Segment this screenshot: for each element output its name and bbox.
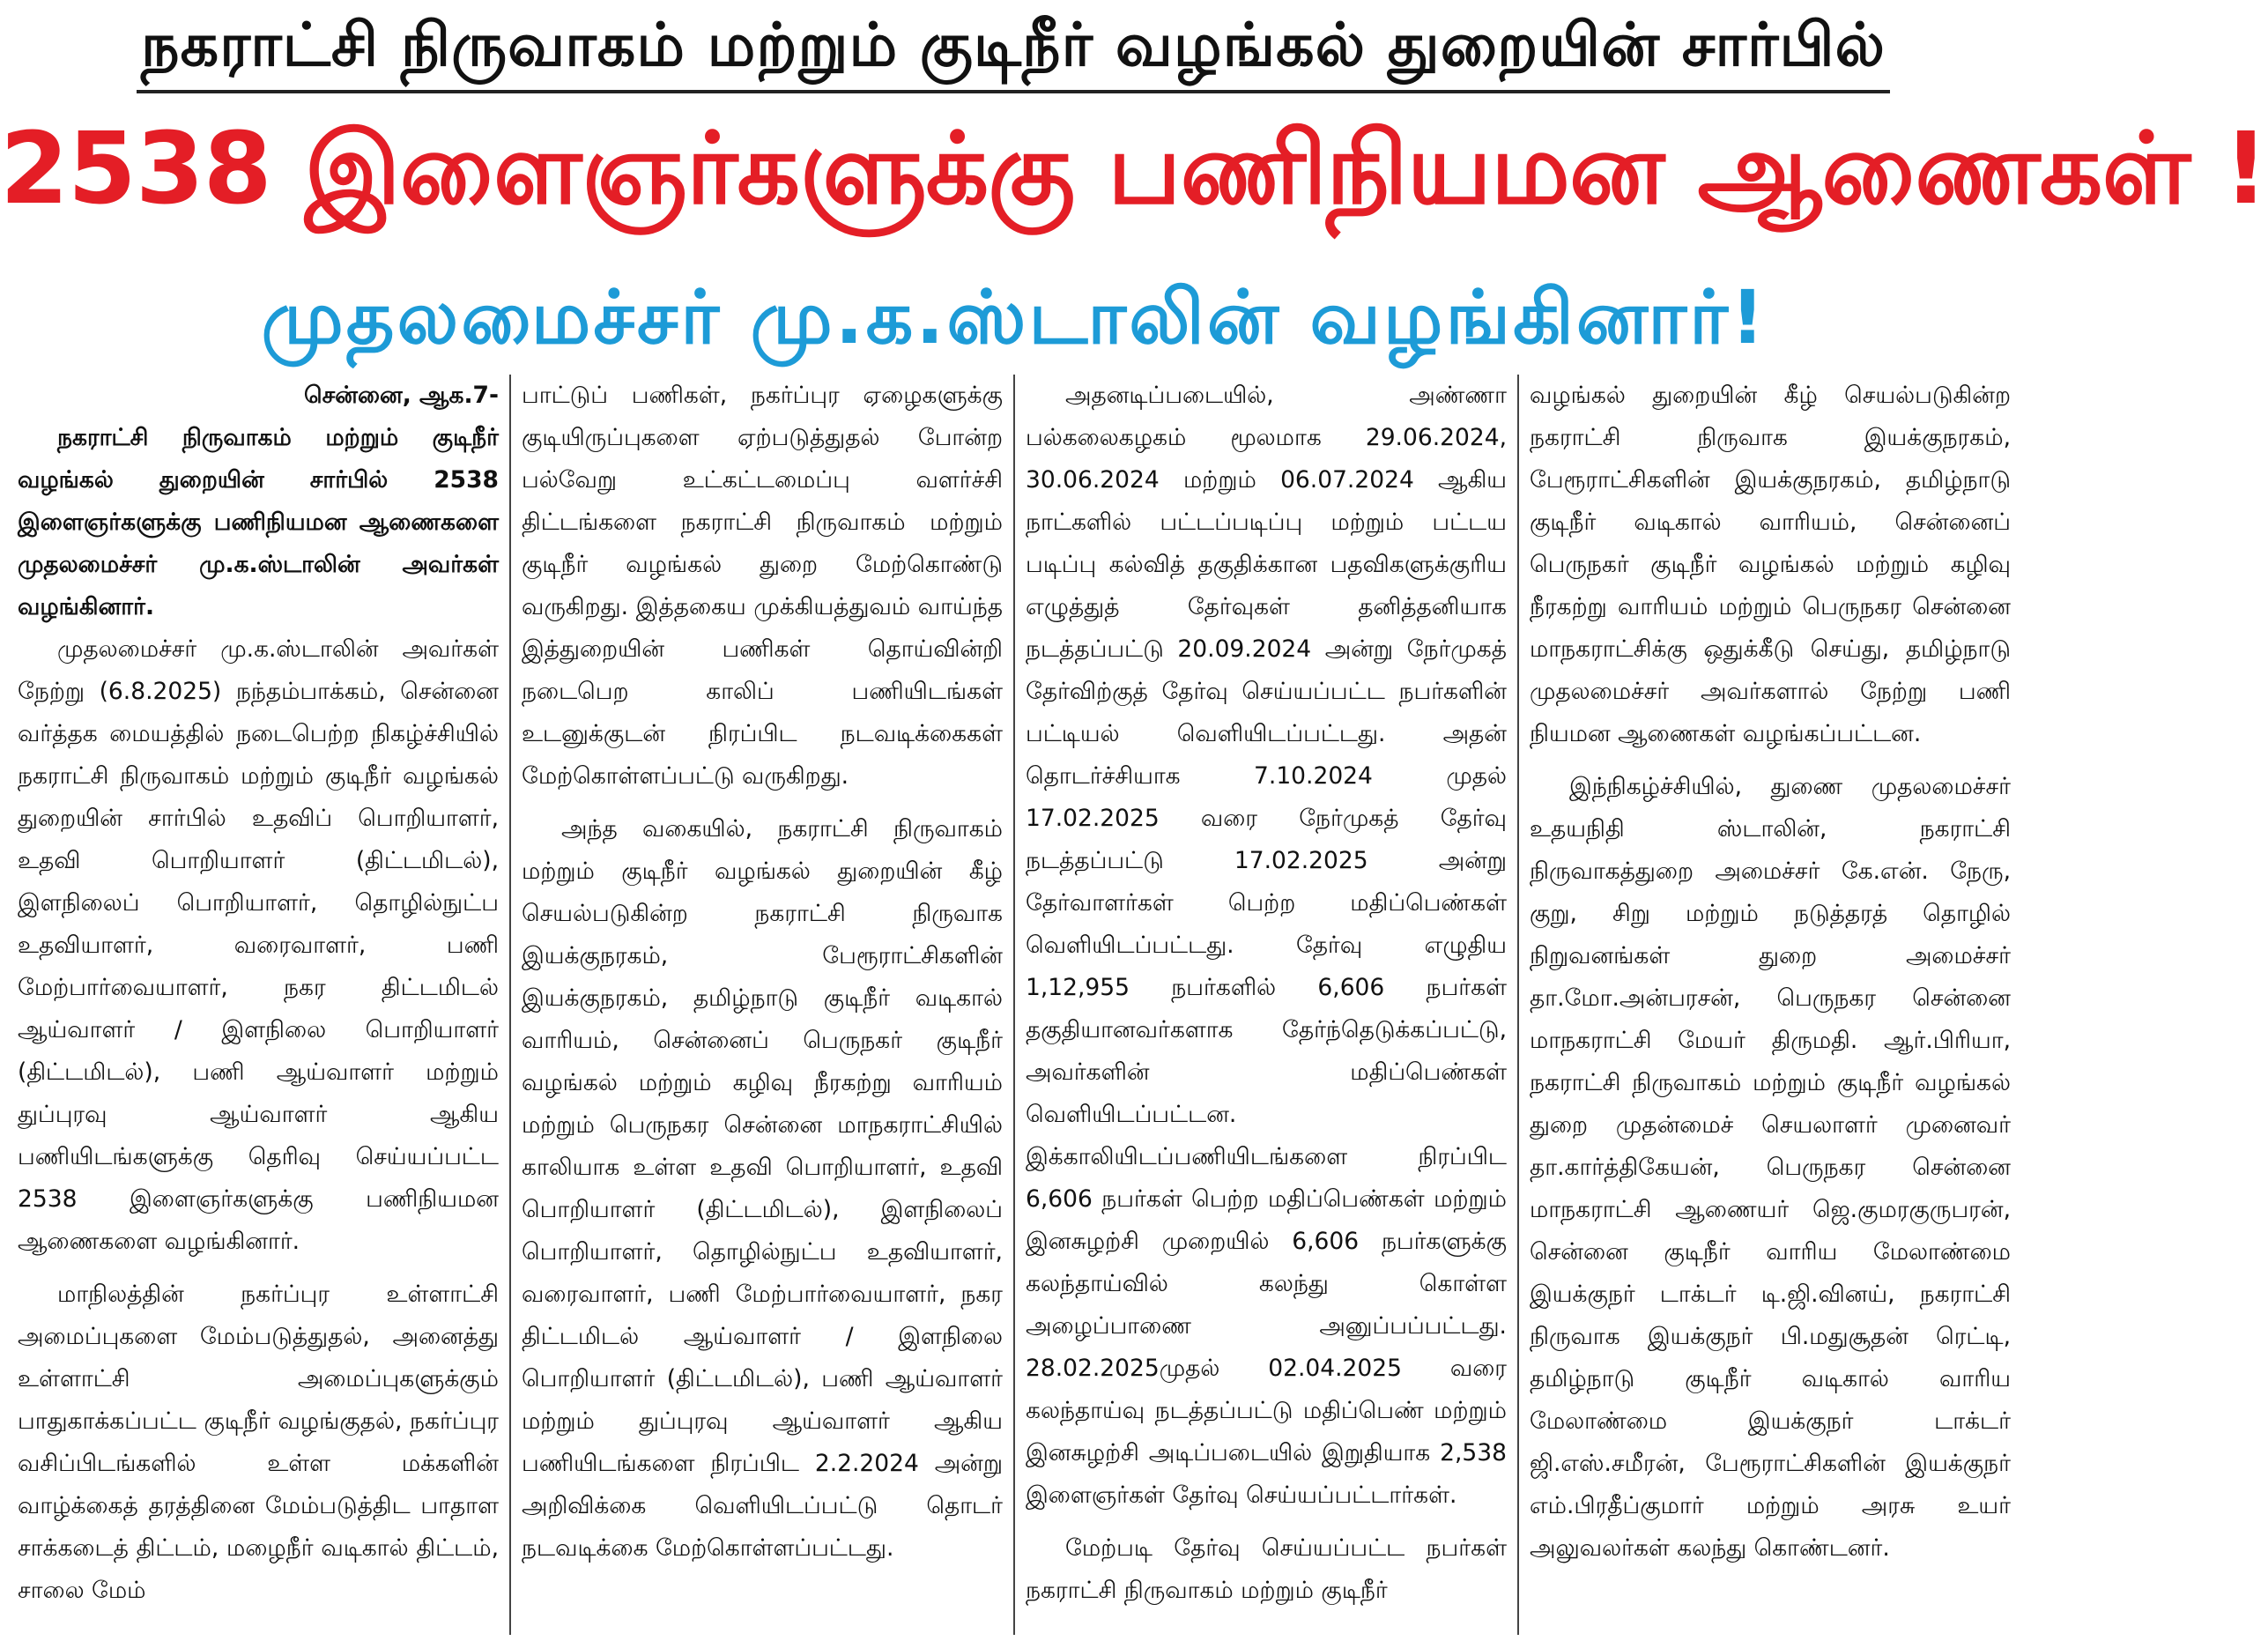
- paragraph: அந்த வகையில், நகராட்சி நிருவாகம் மற்றும் குடிநீர் வழங்கல் துறையின் கீழ் செயல்படுகின்ற நகராட்சி நிருவாக இயக்குநரகம், பேரூராட்சிகளின் இயக்குநரகம், தமிழ்நாடு குடிநீர் வடிகால் வாரியம், சென்னைப் பெருநகர் குடிநீர் வழங்கல் மற்றும் கழிவு நீரகற்று வாரியம் மற்றும் பெருநகர சென்னை மாநகராட்சியில் காலியாக உள்ள உதவி பொறியாளர், உதவி பொறியாளர் (திட்டமிடல்), இளநிலைப் பொறியாளர், தொழில்நுட்ப உதவியாளர், வரைவாளர், பணி மேற்பார்வையாளர், நகர திட்டமிடல் ஆய்வாளர் / இளநிலை பொறியாளர் (திட்டமிடல்), பணி ஆய்வாளர் மற்றும் துப்புரவு ஆய்வாளர் ஆகிய பணியிடங்களை நிரப்பிட 2.2.2024 அன்று அறிவிக்கை வெளியிடப்பட்டு தொடர் நடவடிக்கை மேற்கொள்ளப்பட்டது.: [522, 815, 1003, 1562]
- paragraph: மேற்படி தேர்வு செய்யப்பட்ட நபர்கள் நகராட்சி நிருவாகம் மற்றும் குடிநீர்: [1026, 1534, 1507, 1604]
- paragraph: மாநிலத்தின் நகர்ப்புர உள்ளாட்சி அமைப்புகளை மேம்படுத்துதல், அனைத்து உள்ளாட்சி அமைப்புகளுக்கும் பாதுகாக்கப்பட்ட குடிநீர் வழங்குதல், நகர்ப்புர வசிப்பிடங்களில் உள்ள மக்களின் வாழ்க்கைத் தரத்தினை மேம்படுத்திட பாதாள சாக்கடைத் திட்டம், மழைநீர் வடிகால் திட்டம், சாலை மேம்: [18, 1281, 499, 1604]
- paragraph: வழங்கல் துறையின் கீழ் செயல்படுகின்ற நகராட்சி நிருவாக இயக்குநரகம், பேரூராட்சிகளின் இயக்குநரகம், தமிழ்நாடு குடிநீர் வடிகால் வாரியம், சென்னைப் பெருநகர் குடிநீர் வழங்கல் மற்றும் கழிவு நீரகற்று வாரியம் மற்றும் பெருநகர சென்னை மாநகராட்சிக்கு ஒதுக்கீடு செய்து, தமிழ்நாடு முதலமைச்சர் அவர்களால் நேற்று பணி நியமன ஆணைகள் வழங்கப்பட்டன.: [1530, 382, 2011, 747]
- column-3: [1015, 375, 1519, 1635]
- kicker-headline: நகராட்சி நிருவாகம் மற்றும் குடிநீர் வழங்கல் துறையின் சார்பில்: [137, 5, 1890, 93]
- paragraph: இந்நிகழ்ச்சியில், துணை முதலமைச்சர் உதயநிதி ஸ்டாலின், நகராட்சி நிருவாகத்துறை அமைச்சர் கே.என். நேரு, குறு, சிறு மற்றும் நடுத்தரத் தொழில் நிறுவனங்கள் துறை அமைச்சர் தா.மோ.அன்பரசன், பெருநகர சென்னை மாநகராட்சி மேயர் திருமதி. ஆர்.பிரியா, நகராட்சி நிருவாகம் மற்றும் குடிநீர் வழங்கல் துறை முதன்மைச் செயலாளர் முனைவர் தா.கார்த்திகேயன், பெருநகர சென்னை மாநகராட்சி ஆணையர் ஜெ.குமரகுருபரன், சென்னை குடிநீர் வாரிய மேலாண்மை இயக்குநர் டாக்டர் டி.ஜி.வினய், நகராட்சி நிருவாக இயக்குநர் பி.மதுசூதன் ரெட்டி, தமிழ்நாடு குடிநீர் வடிகால் வாரிய மேலாண்மை இயக்குநர் டாக்டர் ஜி.எஸ்.சமீரன், பேரூராட்சிகளின் இயக்குநர் எம்.பிரதீப்குமார் மற்றும் அரசு உயர் அலுவலர்கள் கலந்து கொண்டனர்.: [1530, 773, 2011, 1562]
- column-2: [511, 375, 1015, 1635]
- lead-paragraph: நகராட்சி நிருவாகம் மற்றும் குடிநீர் வழங்கல் துறையின் சார்பில் 2538 இளைஞர்களுக்கு பணிநியமன ஆணைகளை முதலமைச்சர் மு.க.ஸ்டாலின் அவர்கள் வழங்கினார்.: [18, 424, 499, 620]
- column-4: [1519, 375, 2021, 1635]
- paragraph: பாட்டுப் பணிகள், நகர்ப்புர ஏழைகளுக்கு குடியிருப்புகளை ஏற்படுத்துதல் போன்ற பல்வேறு உட்கட்டமைப்பு வளர்ச்சி திட்டங்களை நகராட்சி நிருவாகம் மற்றும் குடிநீர் வழங்கல் துறை மேற்கொண்டு வருகிறது. இத்தகைய முக்கியத்துவம் வாய்ந்த இத்துறையின் பணிகள் தொய்வின்றி நடைபெற காலிப் பணியிடங்கள் உடனுக்குடன் நிரப்பிட நடவடிக்கைகள் மேற்கொள்ளப்பட்டு வருகிறது.: [522, 382, 1003, 790]
- paragraph: அதனடிப்படையில், அண்ணா பல்கலைகழகம் மூலமாக 29.06.2024, 30.06.2024 மற்றும் 06.07.2024 ஆகிய நாட்களில் பட்டப்படிப்பு மற்றும் பட்டய படிப்பு கல்வித் தகுதிக்கான பதவிகளுக்குரிய எழுத்துத் தேர்வுகள் தனித்தனியாக நடத்தப்பட்டு 20.09.2024 அன்று நேர்முகத் தேர்விற்குத் தேர்வு செய்யப்பட்ட நபர்களின் பட்டியல் வெளியிடப்பட்டது. அதன் தொடர்ச்சியாக 7.10.2024 முதல் 17.02.2025 வரை நேர்முகத் தேர்வு நடத்தப்பட்டு 17.02.2025 அன்று தேர்வாளர்கள் பெற்ற மதிப்பெண்கள் வெளியிடப்பட்டது. தேர்வு எழுதிய 1,12,955 நபர்களில் 6,606 நபர்கள் தகுதியானவர்களாக தேர்ந்தெடுக்கப்பட்டு, அவர்களின் மதிப்பெண்கள் வெளியிடப்பட்டன. இக்காலியிடப்பணியிடங்களை நிரப்பிட 6,606 நபர்கள் பெற்ற மதிப்பெண்கள் மற்றும் இனசுழற்சி முறையில் 6,606 நபர்களுக்கு கலந்தாய்வில் கலந்து கொள்ள அழைப்பாணை அனுப்பப்பட்டது. 28.02.2025முதல் 02.04.2025 வரை கலந்தாய்வு நடத்தப்பட்டு மதிப்பெண் மற்றும் இனசுழற்சி அடிப்படையில் இறுதியாக 2,538 இளைஞர்கள் தேர்வு செய்யப்பட்டார்கள்.: [1026, 382, 1507, 1509]
- paragraph: முதலமைச்சர் மு.க.ஸ்டாலின் அவர்கள் நேற்று (6.8.2025) நந்தம்பாக்கம், சென்னை வர்த்தக மையத்தில் நடைபெற்ற நிகழ்ச்சியில் நகராட்சி நிருவாகம் மற்றும் குடிநீர் வழங்கல் துறையின் சார்பில் உதவிப் பொறியாளர், உதவி பொறியாளர் (திட்டமிடல்), இளநிலைப் பொறியாளர், தொழில்நுட்ப உதவியாளர், வரைவாளர், பணி மேற்பார்வையாளர், நகர திட்டமிடல் ஆய்வாளர் / இளநிலை பொறியாளர் (திட்டமிடல்), பணி ஆய்வாளர் மற்றும் துப்புரவு ஆய்வாளர் ஆகிய பணியிடங்களுக்கு தெரிவு செய்யப்பட்ட 2538 இளைஞர்களுக்கு பணிநியமன ஆணைகளை வழங்கினார்.: [18, 635, 499, 1255]
- column-1: [7, 375, 511, 1635]
- dateline: சென்னை, ஆக.7-: [303, 382, 499, 409]
- article-body: [7, 375, 2021, 1635]
- main-headline: 2538 இளைஞர்களுக்கு பணிநியமன ஆணைகள் !: [0, 112, 2268, 226]
- sub-headline: முதலமைச்சர் மு.க.ஸ்டாலின் வழங்கினார்!: [261, 274, 1768, 360]
